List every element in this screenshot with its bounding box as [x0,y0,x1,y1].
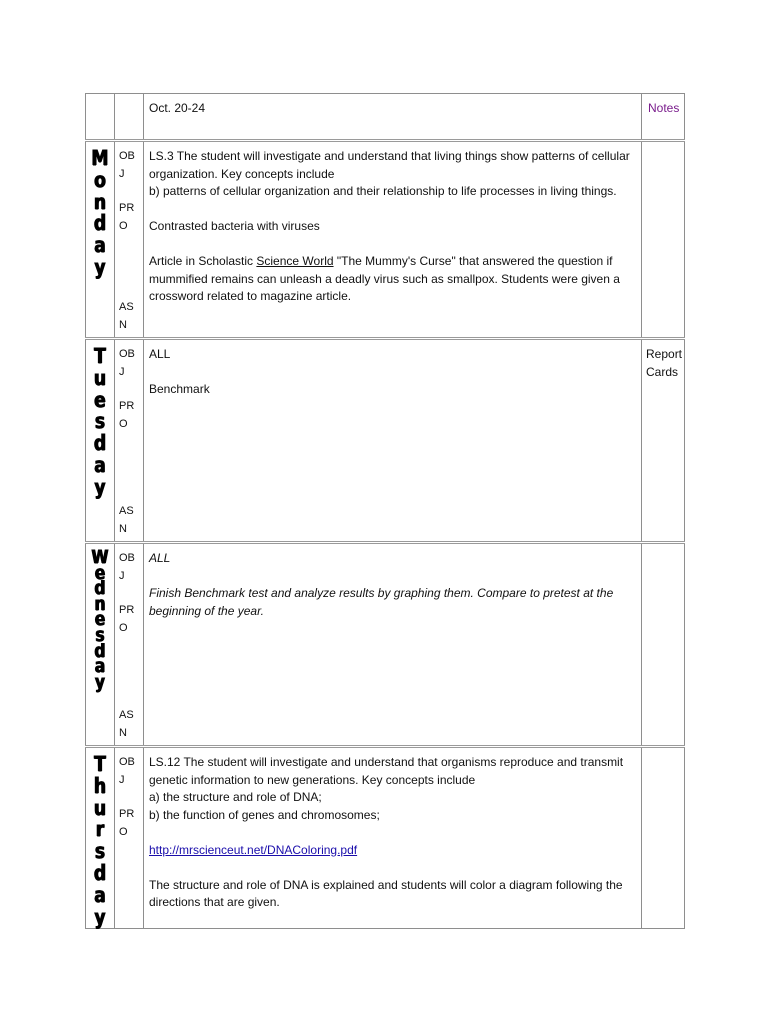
wednesday-group: ALL [149,551,171,565]
asn-label: AS N [119,301,134,331]
thursday-activity: The structure and role of DNA is explained and students will color a diagram following the directions that are given. [149,877,623,909]
day-letter: d [93,211,107,236]
header-label-cell [115,94,144,141]
pro-label: PR O [119,400,135,430]
day-letter: y [94,254,106,279]
tuesday-content-cell [144,339,642,543]
day-letter: y [94,670,106,693]
day-letter: T [94,752,106,776]
monday-day-name [86,148,114,279]
wednesday-day-name [86,546,114,693]
obj-label: OB J [119,552,135,582]
wednesday-day-cell [86,543,115,747]
day-letter: d [93,860,107,885]
day-letter: a [94,233,106,258]
header-row [86,94,685,141]
day-letter: u [93,365,107,390]
thursday-day-cell [86,747,115,929]
tuesday-row [86,339,685,543]
day-letter: h [93,773,107,798]
day-letter: u [93,795,107,820]
tuesday-notes: Report Cards [646,347,683,379]
thursday-day-name [86,754,114,928]
thursday-concept-a: a) the structure and role of DNA; [149,790,322,804]
thursday-row [86,747,685,929]
tuesday-label-cell [115,339,144,543]
day-letter: a [94,452,106,477]
wednesday-content-cell [144,543,642,747]
pro-label: PR O [119,808,135,838]
day-letter: T [94,344,106,368]
monday-activity: Contrasted bacteria with viruses [149,219,320,233]
monday-article [149,253,635,306]
tuesday-notes-cell [642,339,685,543]
week-dates: Oct. 20-24 [149,101,206,115]
obj-label: OB J [119,348,135,378]
day-letter: a [94,655,106,678]
article-description: "The Mummy's Curse" that answered the question if mummified remains can unleash a deadly virus such as smallpox. Students were given a crossword related to magazine article. [149,254,620,303]
wednesday-label-cell [115,543,144,747]
header-notes-cell [642,94,685,141]
pro-label: PR O [119,604,135,634]
tuesday-day-name [86,346,114,499]
day-letter: s [94,839,106,864]
day-letter: e [94,387,106,412]
tuesday-day-cell [86,339,115,543]
asn-label: AS N [119,505,134,535]
monday-label-cell [115,141,144,339]
header-day-cell [86,94,115,141]
monday-content-cell [144,141,642,339]
monday-notes-cell [642,141,685,339]
thursday-content-cell [144,747,642,929]
notes-header-label: Notes [648,101,680,115]
obj-label: OB J [119,150,135,180]
magazine-title: Science World [256,254,334,268]
day-letter: a [94,882,106,907]
day-letter: d [94,639,106,662]
asn-label: AS N [119,709,134,739]
day-letter: d [93,431,107,456]
header-dates-cell [144,94,642,141]
day-letter: s [95,623,105,646]
monday-row [86,141,685,339]
day-letter: M [91,146,109,170]
day-letter: e [94,561,106,584]
day-letter: n [94,592,106,615]
day-letter: W [91,546,109,568]
thursday-notes-cell [642,747,685,929]
thursday-concept-b: b) the function of genes and chromosomes; [149,807,380,822]
lesson-plan-table [85,93,685,929]
thursday-standard: LS.12 The student will investigate and understand that organisms reproduce and transmit genetic information to new generations. Key concepts include [149,755,624,787]
tuesday-activity: Benchmark [149,382,210,396]
thursday-label-cell [115,747,144,929]
pro-label: PR O [119,202,135,232]
day-letter: s [94,409,106,434]
monday-day-cell [86,141,115,339]
day-letter: e [94,608,106,631]
obj-label: OB J [119,756,135,786]
monday-standard: LS.3 The student will investigate and understand that living things show patterns of cellular organization. Key concepts include [149,149,630,181]
tuesday-group: ALL [149,347,171,361]
wednesday-row [86,543,685,747]
dna-coloring-link[interactable]: http://mrscienceut.net/DNAColoring.pdf [149,842,358,857]
monday-concept: b) patterns of cellular organization and their relationship to life processes in living things. [149,184,617,198]
day-letter: r [95,817,105,842]
day-letter: d [94,577,106,600]
day-letter: n [93,189,107,214]
day-letter: y [94,904,106,929]
article-prefix: Article in Scholastic [149,254,254,268]
day-letter: y [94,474,106,499]
wednesday-activity: Finish Benchmark test and analyze results by graphing them. Compare to pretest at the beginning of the year. [149,586,614,618]
wednesday-notes-cell [642,543,685,747]
day-letter: o [94,167,106,192]
